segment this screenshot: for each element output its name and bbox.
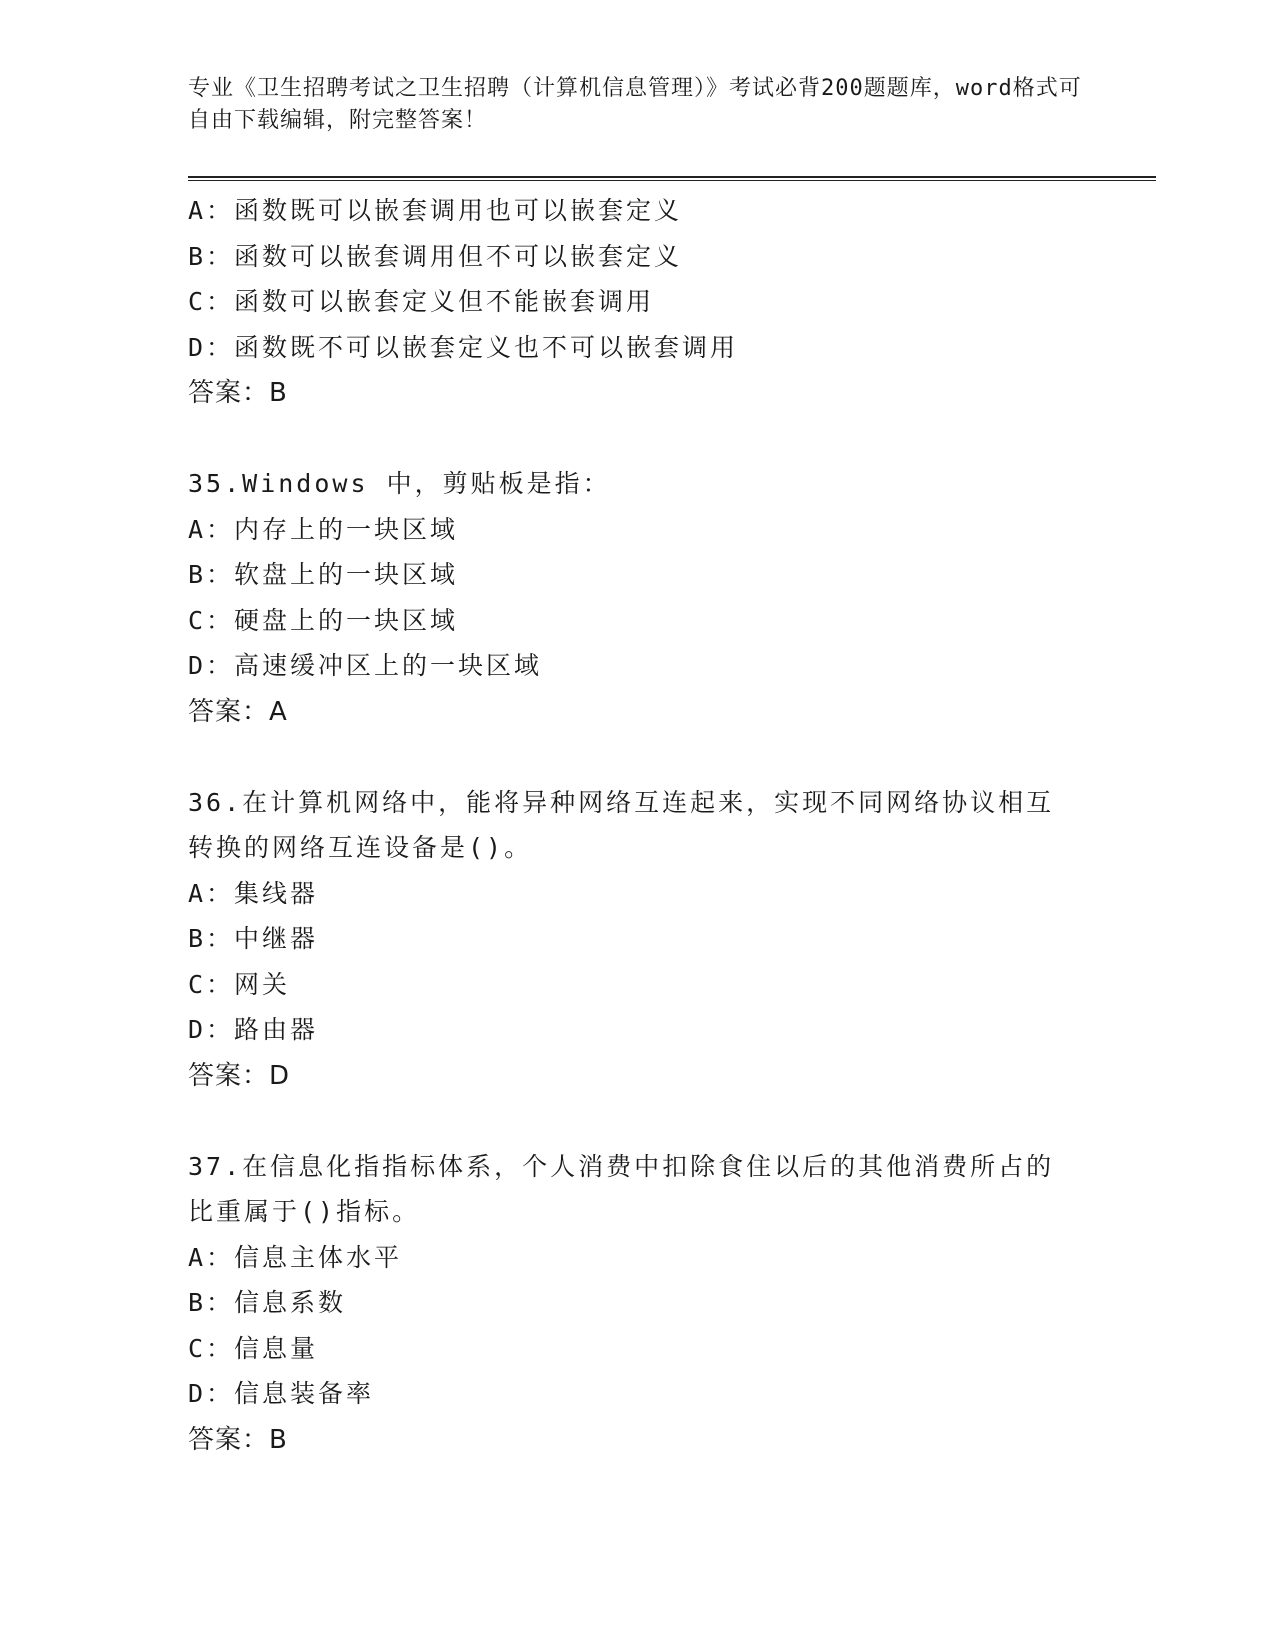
question-block-partial — [188, 188, 1088, 416]
option-a: A：函数既可以嵌套调用也可以嵌套定义 — [188, 196, 683, 225]
question-stem: 37.在信息化指指标体系，个人消费中扣除食住以后的其他消费所占的比重属于()指标。 — [188, 1151, 1055, 1226]
header-divider — [188, 176, 1156, 181]
option-d: D：信息装备率 — [188, 1379, 375, 1408]
answer-line: 答案：B — [188, 378, 288, 408]
option-a: A：内存上的一块区域 — [188, 514, 459, 544]
option-d: D：高速缓冲区上的一块区域 — [188, 651, 543, 680]
option-b: B：软盘上的一块区域 — [188, 560, 459, 589]
option-a: A：信息主体水平 — [188, 1242, 403, 1272]
option-a: A：集线器 — [188, 878, 319, 908]
question-block-35 — [188, 461, 1088, 735]
option-c: C：信息量 — [188, 1333, 319, 1363]
option-c: C：网关 — [188, 969, 291, 999]
answer-line: 答案：A — [188, 696, 288, 727]
answer-line: 答案：D — [188, 1060, 291, 1091]
option-d: D：路由器 — [188, 1015, 319, 1044]
question-block-36 — [188, 780, 1088, 1099]
question-block-37 — [188, 1144, 1088, 1463]
document-header: 专业《卫生招聘考试之卫生招聘（计算机信息管理）》考试必背200题题库，word格式可自由下载编辑，附完整答案！ — [188, 76, 1082, 133]
question-list — [188, 188, 1088, 1463]
option-b: B：信息系数 — [188, 1288, 347, 1317]
option-d: D：函数既不可以嵌套定义也不可以嵌套调用 — [188, 332, 739, 362]
option-b: B：函数可以嵌套调用但不可以嵌套定义 — [188, 241, 683, 271]
option-c: C：函数可以嵌套定义但不能嵌套调用 — [188, 287, 655, 316]
question-stem: 36.在计算机网络中，能将异种网络互连起来，实现不同网络协议相互转换的网络互连设备是()。 — [188, 787, 1055, 862]
question-stem: 35.Windows 中，剪贴板是指： — [188, 469, 611, 498]
answer-line: 答案：B — [188, 1424, 288, 1455]
option-b: B：中继器 — [188, 924, 319, 953]
option-c: C：硬盘上的一块区域 — [188, 605, 459, 635]
